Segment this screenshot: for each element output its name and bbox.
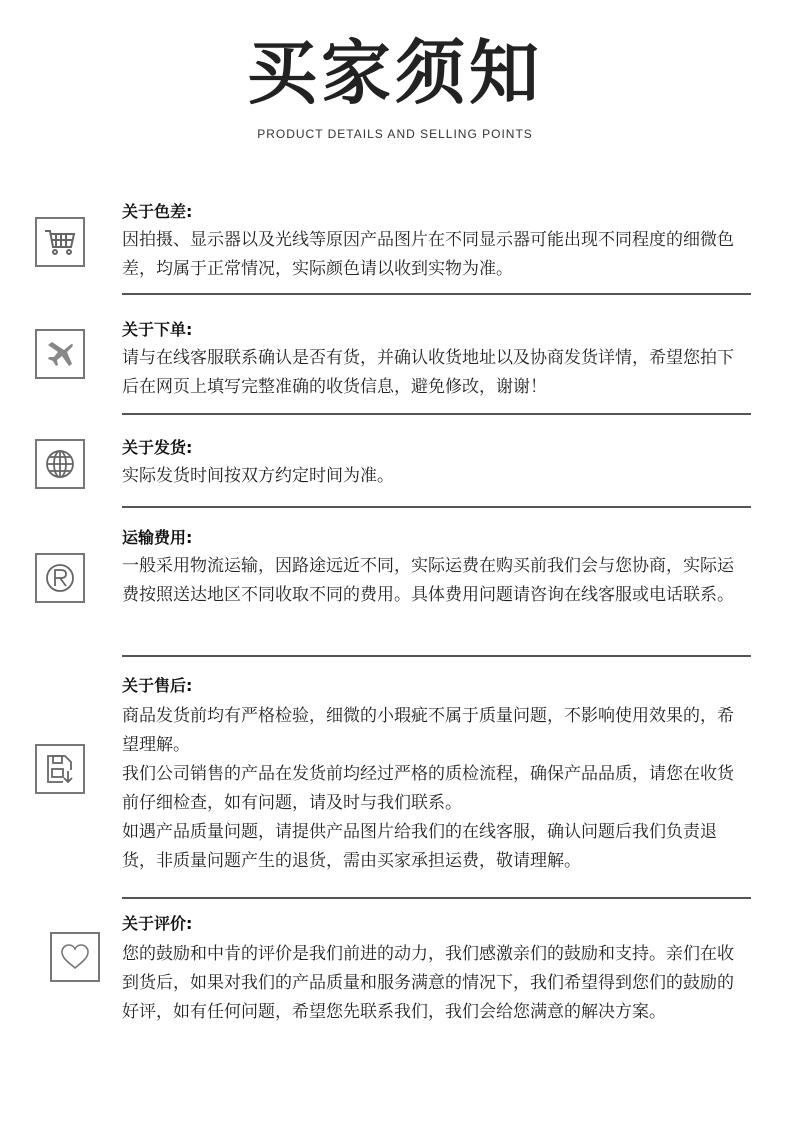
heart-icon [50,932,100,982]
paragraph: 一般采用物流运输，因路途远近不同，实际运费在购买前我们会与您协商，实际运费按照送达地区不同收取不同的费用。具体费用问题请咨询在线客服或电话联系。 [122,556,734,605]
section-text [122,226,734,284]
page-subtitle: PRODUCT DETAILS AND SELLING POINTS [257,127,533,141]
section-heading: 关于售后: [122,676,193,695]
divider [122,413,751,415]
paragraph: 因拍摄、显示器以及光线等原因产品图片在不同显示器可能出现不同程度的细微色差，均属于正常情况，实际颜色请以收到实物为准。 [122,230,734,279]
paragraph: 实际发货时间按双方约定时间为准。 [122,466,394,486]
paragraph: 您的鼓励和中肯的评价是我们前进的动力，我们感激亲们的鼓励和支持。亲们在收到货后，如果对我们的产品质量和服务满意的情况下，我们希望得到您们的鼓励的好评，如有任何问题，希望您先联系我们，我们会给您满意的解决方案。 [122,944,734,1022]
section-text [122,462,734,491]
airplane-icon [35,329,85,379]
return-box-icon [35,744,85,794]
divider [122,655,751,657]
section-text [122,702,734,876]
divider [122,506,751,508]
registered-icon [35,553,85,603]
shopping-cart-icon [35,217,85,267]
divider [122,293,751,295]
paragraph: 我们公司销售的产品在发货前均经过严格的质检流程，确保产品品质，请您在收货前仔细检查，如有问题，请及时与我们联系。 [122,764,734,813]
divider [122,897,751,899]
paragraph: 如遇产品质量问题，请提供产品图片给我们的在线客服，确认问题后我们负责退货，非质量问题产生的退货，需由买家承担运费，敬请理解。 [122,822,717,871]
section-text [122,940,734,1027]
section-heading: 运输费用: [122,528,193,547]
section-text [122,344,734,402]
paragraph: 商品发货前均有严格检验，细微的小瑕疵不属于质量问题，不影响使用效果的，希望理解。 [122,706,734,755]
section-heading: 关于发货: [122,438,193,457]
section-heading: 关于色差: [122,202,193,221]
paragraph: 请与在线客服联系确认是否有货，并确认收货地址以及协商发货详情，希望您拍下后在网页上填写完整准确的收货信息，避免修改，谢谢！ [122,348,734,397]
section-text [122,552,734,610]
page-title: 买家须知 [247,32,543,114]
globe-icon [35,439,85,489]
section-heading: 关于下单: [122,320,193,339]
section-heading: 关于评价: [122,914,193,933]
